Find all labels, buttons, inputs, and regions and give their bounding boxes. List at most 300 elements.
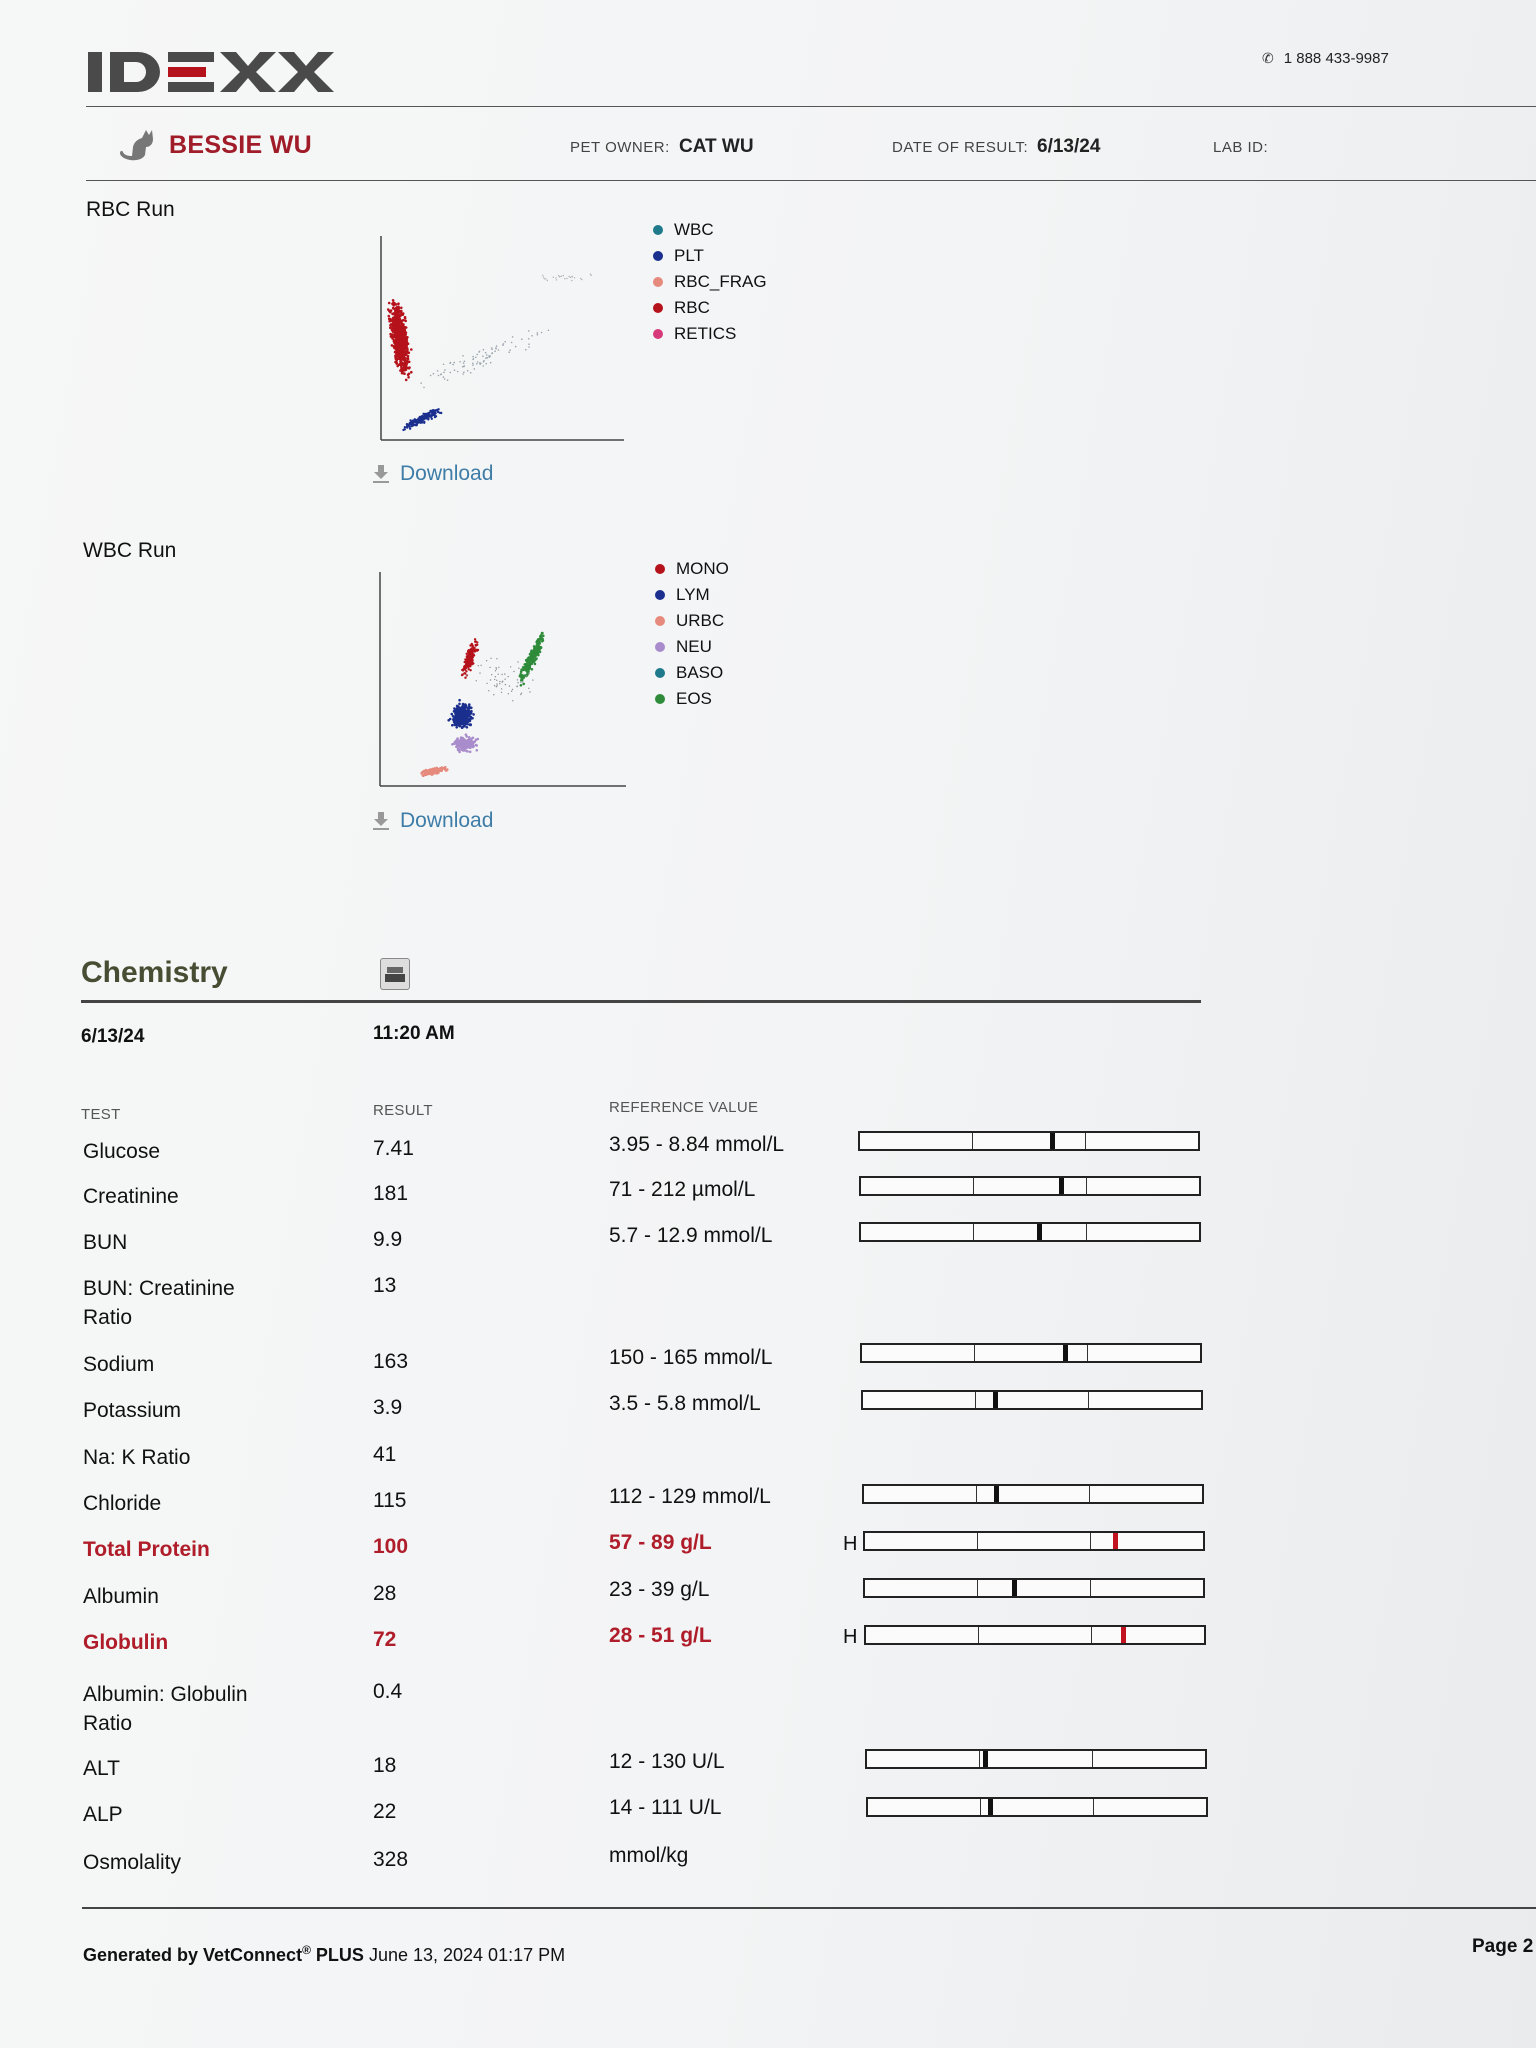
rbc-cloud-point [407,355,410,358]
plt-cloud-point [413,421,415,423]
reference-value: 71 - 212 µmol/L [609,1178,756,1201]
legend-item-urbc [655,608,729,634]
lym-cloud-point [468,719,471,722]
footer-generated [83,1943,565,1966]
rbc-cloud-point [395,357,398,360]
lym-cloud-point [465,712,468,715]
eos-cloud-point [523,667,526,670]
plt-cloud-point [416,420,418,422]
phone-icon: ✆ [1262,50,1274,66]
lym-cloud-point [458,706,461,709]
rbc-cloud-point [397,316,400,319]
rbc-cloud-point [400,350,403,353]
frag-cloud-point [495,347,497,349]
frag-cloud-point [511,342,513,344]
rbc-cloud-point [395,331,398,334]
neu-cloud-point [469,751,472,754]
reference-value: mmol/kg [609,1844,689,1867]
neu-cloud-point [458,751,461,754]
scatter-noise-point [498,674,499,675]
mono-cloud-point [471,644,473,646]
chemistry-date: 6/13/24 [81,1026,145,1047]
rbc-cloud-point [391,334,394,337]
scatter-noise-point [544,278,545,279]
frag-cloud-point [509,349,511,351]
download-icon [372,811,390,831]
reference-range-bar [863,1578,1205,1598]
col-reference-header: REFERENCE VALUE [609,1099,759,1116]
legend-dot-icon [653,303,663,313]
scatter-noise-point [529,691,530,692]
neu-cloud-point [469,746,472,749]
scatter-noise-point [571,280,572,281]
scatter-noise-point [494,679,495,680]
rbc-cloud-point [399,356,402,359]
rbc-download-label: Download [400,462,494,485]
plt-cloud-point [430,416,432,418]
lab-id-label: LAB ID: [1213,139,1269,156]
high-flag: H [843,1533,858,1555]
plt-cloud-point [423,421,425,423]
scatter-noise-point [486,683,487,684]
legend-label: NEU [676,637,712,656]
scatter-noise-point [494,685,495,686]
scatter-noise-point [504,673,505,674]
scatter-noise-point [499,681,500,682]
neu-cloud-point [460,741,463,744]
test-result: 9.9 [373,1228,403,1251]
neu-cloud-point [474,740,477,743]
rbc-cloud-point [396,320,399,323]
result-marker [1113,1533,1118,1549]
eos-cloud-point [525,669,528,672]
scatter-noise-point [558,275,559,276]
test-name: Globulin [83,1631,169,1654]
frag-cloud-point [508,351,510,353]
frag-cloud-point [472,363,474,365]
frag-cloud-point [525,349,527,351]
legend-item-rbc [653,295,767,321]
range-high-divider [1089,1486,1090,1502]
frag-cloud-point [487,357,489,359]
neu-cloud-point [476,749,479,752]
frag-cloud-point [488,355,490,357]
frag-cloud-point [463,371,465,373]
legend-item-neu [655,634,729,660]
neu-cloud-point [475,744,478,747]
lym-cloud-point [459,715,462,718]
rbc-cloud-point [388,302,391,305]
rbc-cloud-point [399,329,402,332]
eos-cloud-point [526,666,529,669]
result-marker [1059,1178,1064,1194]
rbc-run-scatter-plot [372,228,632,448]
plt-cloud-point [407,423,409,425]
plt-cloud-point [404,428,406,430]
frag-cloud-point [464,361,466,363]
rbc-cloud-point [402,344,405,347]
frag-cloud-point [437,370,439,372]
plt-cloud-point [428,412,430,414]
test-result: 7.41 [373,1137,414,1160]
scatter-noise-point [590,274,591,275]
scatter-noise-point [545,278,546,279]
frag-cloud-point [537,334,539,336]
footer-generated-prefix: Generated by VetConnect [83,1945,303,1965]
scatter-noise-point [512,700,513,701]
mono-cloud-point [474,650,476,652]
frag-cloud-point [528,330,530,332]
plt-cloud-point [409,428,411,430]
frag-cloud-point [420,382,422,384]
legend-dot-icon [653,329,663,339]
frag-cloud-point [444,378,446,380]
scatter-noise-point [508,693,509,694]
scatter-noise-point [526,675,527,676]
range-high-divider [1088,1392,1089,1408]
legend-dot-icon [655,564,665,574]
scatter-noise-point [580,278,581,279]
eos-cloud-point [538,639,541,642]
wbc-run-points [420,632,544,777]
footer-registered-mark: ® [302,1943,311,1957]
scatter-noise-point [489,667,490,668]
frag-cloud-point [447,379,449,381]
eos-cloud-point [539,635,542,638]
urbc-cloud-point [445,769,448,772]
rbc-cloud-point [398,307,401,310]
neu-cloud-point [457,745,460,748]
legend-dot-icon [655,694,665,704]
rbc-run-legend [653,217,767,347]
frag-cloud-point [476,363,478,365]
rbc-cloud-point [404,320,407,323]
scatter-noise-point [501,674,502,675]
frag-cloud-point [483,349,485,351]
plt-cloud-point [425,413,427,415]
frag-cloud-point [502,344,504,346]
scatter-noise-point [542,275,543,276]
scatter-noise-point [502,681,503,682]
eos-cloud-point [529,653,532,656]
frag-cloud-point [483,361,485,363]
scatter-noise-point [504,679,505,680]
lym-cloud-point [458,699,461,702]
scatter-noise-point [511,691,512,692]
reference-value: 5.7 - 12.9 mmol/L [609,1224,773,1247]
rbc-cloud-point [388,315,391,318]
eos-cloud-point [534,663,537,666]
rbc-cloud-point [394,335,397,338]
plt-cloud-point [429,410,431,412]
test-result: 163 [373,1350,409,1373]
scatter-noise-point [528,688,529,689]
result-marker [1121,1627,1126,1643]
mono-cloud-point [464,672,466,674]
frag-cloud-point [450,372,452,374]
rbc-cloud-point [398,325,401,328]
neu-cloud-point [451,743,454,746]
test-name: Na: K Ratio [83,1446,191,1469]
result-marker [1063,1345,1068,1361]
scatter-noise-point [495,667,496,668]
legend-label: LYM [676,585,710,604]
pet-owner-value: CAT WU [679,136,754,157]
test-result: 18 [373,1754,397,1777]
wbc-run-title: WBC Run [83,539,177,562]
legend-label: RBC [674,298,710,317]
scatter-noise-point [521,693,522,694]
test-result: 28 [373,1582,397,1605]
mono-cloud-point [468,668,470,670]
scatter-noise-point [516,686,517,687]
rbc-cloud-point [403,347,406,350]
reference-range-bar [861,1390,1203,1410]
rbc-cloud-point [392,303,395,306]
mono-cloud-point [468,651,470,653]
eos-cloud-point [522,683,525,686]
scatter-noise-point [581,279,582,280]
legend-label: PLT [674,246,704,265]
eos-cloud-point [541,632,544,635]
frag-cloud-point [463,362,465,364]
pet-name: BESSIE WU [169,131,312,159]
legend-item-lym [655,582,729,608]
scatter-noise-point [517,682,518,683]
frag-cloud-point [443,376,445,378]
scatter-noise-point [553,277,554,278]
date-of-result-label: DATE OF RESULT: [892,139,1029,156]
frag-cloud-point [498,349,500,351]
mono-cloud-point [468,665,470,667]
rbc-cloud-point [408,373,411,376]
lym-cloud-point [463,714,466,717]
test-name: Albumin: Globulin Ratio [83,1683,248,1735]
neu-cloud-point [472,737,475,740]
plt-cloud-point [419,419,421,421]
scatter-noise-point [478,665,479,666]
frag-cloud-point [443,372,445,374]
legend-item-wbc [653,217,767,243]
eos-cloud-point [529,658,532,661]
range-high-divider [1087,1345,1088,1361]
lym-cloud-point [465,704,468,707]
frag-cloud-point [443,364,445,366]
scatter-noise-point [564,278,565,279]
neu-cloud-point [463,742,466,745]
rbc-cloud-point [410,348,413,351]
frag-cloud-point [548,330,550,332]
legend-dot-icon [653,225,663,235]
rbc-cloud-point [395,361,398,364]
lym-cloud-point [461,723,464,726]
range-high-divider [1086,1178,1087,1194]
frag-cloud-point [475,357,477,359]
rbc-cloud-point [400,310,403,313]
frag-cloud-point [491,347,493,349]
neu-cloud-point [457,748,460,751]
print-icon[interactable] [380,958,410,990]
test-name: Sodium [83,1353,155,1376]
scatter-noise-point [496,668,497,669]
wbc-download-link[interactable] [372,809,493,833]
frag-cloud-point [537,332,539,334]
mono-cloud-point [470,655,472,657]
scatter-noise-point [496,680,497,681]
reference-range-bar [858,1131,1200,1151]
urbc-cloud-point [435,771,438,774]
legend-label: MONO [676,559,729,578]
rbc-run-title: RBC Run [86,198,175,221]
rbc-download-link[interactable] [372,462,493,486]
mono-cloud-point [466,657,468,659]
rbc-cloud-point [393,345,396,348]
scatter-noise-point [513,671,514,672]
rbc-cloud-point [404,334,407,337]
legend-label: EOS [676,689,712,708]
frag-cloud-point [528,346,530,348]
lym-cloud-point [461,717,464,720]
scatter-noise-point [532,679,533,680]
test-result: 72 [373,1628,397,1651]
plt-cloud-point [411,424,413,426]
rbc-cloud-point [398,314,401,317]
scatter-noise-point [486,660,487,661]
rbc-cloud-point [404,329,407,332]
frag-cloud-point [485,357,487,359]
test-name: Total Protein [83,1538,210,1561]
scatter-noise-point [547,280,548,281]
scatter-noise-point [522,681,523,682]
eos-cloud-point [529,666,532,669]
frag-cloud-point [444,369,446,371]
col-test-header: TEST [81,1106,121,1123]
rbc-cloud-point [404,316,407,319]
legend-item-eos [655,686,729,712]
rbc-cloud-point [404,343,407,346]
neu-cloud-point [465,750,468,753]
scatter-noise-point [591,275,592,276]
urbc-cloud-point [439,769,442,772]
range-low-divider [979,1751,980,1767]
rbc-cloud-point [389,311,392,314]
scatter-noise-point [496,683,497,684]
frag-cloud-point [433,373,435,375]
col-result-header: RESULT [373,1102,433,1119]
lym-cloud-point [465,716,468,719]
neu-cloud-point [462,737,465,740]
frag-cloud-point [541,332,543,334]
plt-cloud-point [433,413,435,415]
eos-cloud-point [526,663,529,666]
scatter-noise-point [488,690,489,691]
reference-value: 150 - 165 mmol/L [609,1346,773,1369]
mono-cloud-point [471,651,473,653]
rbc-cloud-point [398,348,401,351]
frag-cloud-point [485,352,487,354]
result-marker [983,1751,988,1767]
date-of-result-value: 6/13/24 [1037,136,1101,157]
neu-cloud-point [465,733,468,736]
scatter-noise-point [495,670,496,671]
mono-cloud-point [464,661,466,663]
reference-value: 28 - 51 g/L [609,1624,712,1647]
wbc-run-scatter-plot [372,568,632,788]
scatter-noise-point [496,685,497,686]
test-name: ALT [83,1757,120,1780]
scatter-noise-point [476,680,477,681]
reference-value: 14 - 111 U/L [609,1796,722,1819]
neu-cloud-point [459,739,462,742]
legend-dot-icon [653,277,663,287]
pet-owner-label: PET OWNER: [570,139,670,156]
test-name: BUN [83,1231,128,1254]
result-marker [994,1486,999,1502]
rbc-cloud-point [400,320,403,323]
frag-cloud-point [472,356,474,358]
test-result: 100 [373,1535,409,1558]
reference-range-bar [866,1797,1208,1817]
lym-cloud-point [462,709,465,712]
page-number: Page 2 [1472,1936,1534,1957]
scatter-noise-point [508,676,509,677]
reference-range-bar [859,1176,1201,1196]
lym-cloud-point [468,703,471,706]
rbc-cloud-point [404,367,407,370]
neu-cloud-point [468,741,471,744]
mono-cloud-point [464,677,466,679]
frag-cloud-point [512,336,514,338]
chemistry-title: Chemistry [81,956,228,989]
test-result: 22 [373,1800,397,1823]
test-result: 328 [373,1848,409,1871]
scatter-noise-point [570,277,571,278]
range-high-divider [1085,1133,1086,1149]
eos-cloud-point [535,657,538,660]
scatter-noise-point [517,679,518,680]
mono-cloud-point [474,640,476,642]
reference-range-bar [859,1222,1201,1242]
cat-icon [116,126,158,162]
frag-cloud-point [467,370,469,372]
range-low-divider [975,1392,976,1408]
eos-cloud-point [520,679,523,682]
plt-cloud-point [437,408,439,410]
range-low-divider [973,1224,974,1240]
plt-cloud-point [427,418,429,420]
scatter-noise-point [509,685,510,686]
result-marker [1012,1580,1017,1596]
reference-value: 57 - 89 g/L [609,1531,712,1554]
header-rule-top [86,106,1536,107]
rbc-cloud-point [396,344,399,347]
lym-cloud-point [461,719,464,722]
scatter-noise-point [493,694,494,695]
scatter-noise-point [574,277,575,278]
frag-cloud-point [462,373,464,375]
scatter-noise-point [480,665,481,666]
lym-cloud-point [459,711,462,714]
test-name: Creatinine [83,1185,179,1208]
eos-cloud-point [539,651,542,654]
eos-cloud-point [535,644,538,647]
scatter-noise-point [496,658,497,659]
idexx-logo [86,46,346,98]
mono-cloud-point [473,648,475,650]
rbc-cloud-point [400,307,403,310]
wbc-download-label: Download [400,809,494,832]
lym-cloud-point [460,706,463,709]
